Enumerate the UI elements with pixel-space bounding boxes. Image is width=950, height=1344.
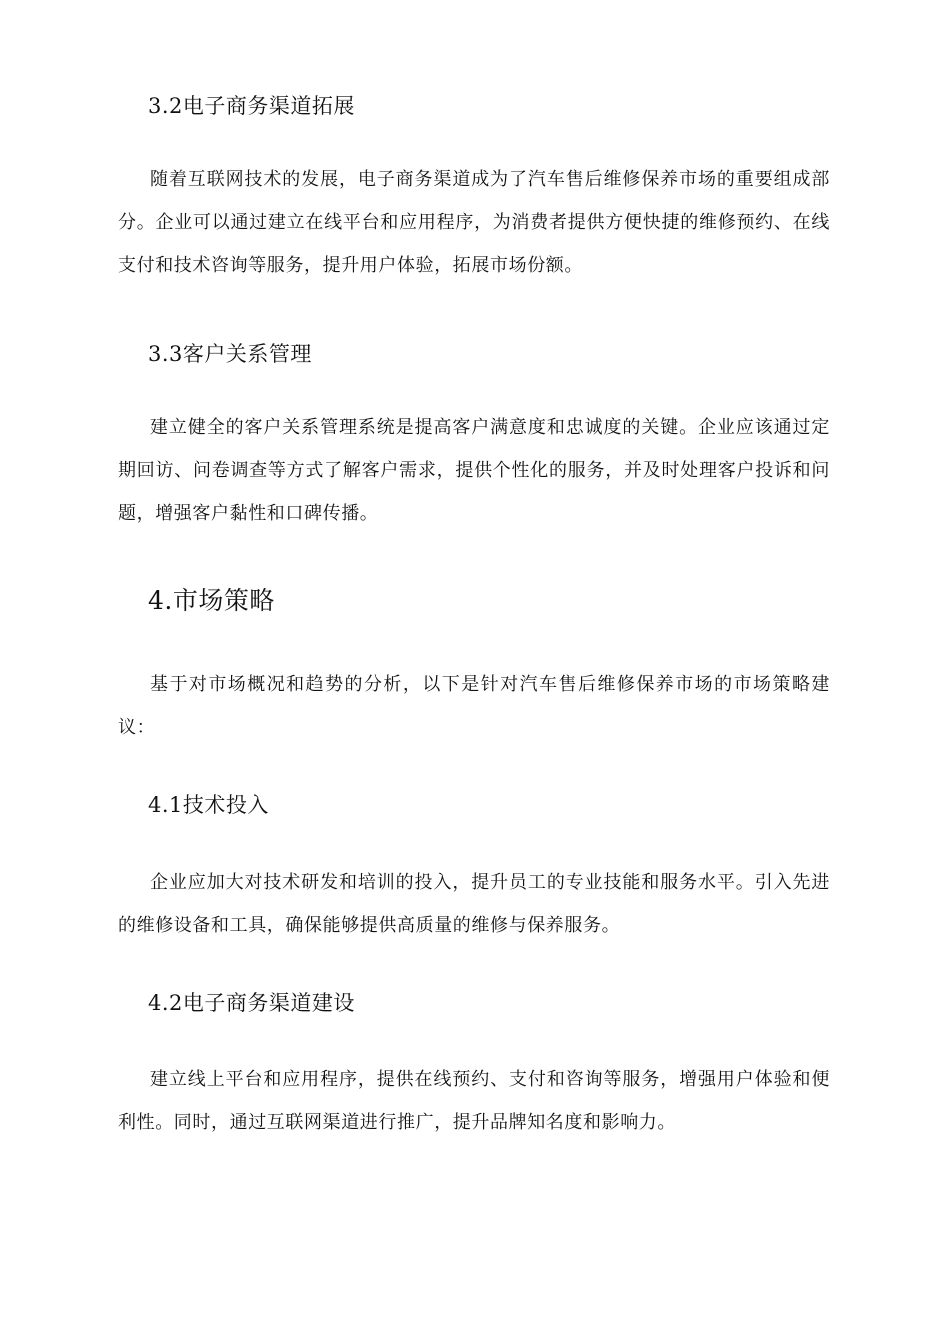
section-heading-4-1: 4.1技术投入 — [148, 793, 269, 817]
section-heading-3-2: 3.2电子商务渠道拓展 — [148, 94, 355, 118]
section-paragraph-4-1: 企业应加大对技术研发和培训的投入，提升员工的专业技能和服务水平。引入先进的维修设备和工具，确保能够提供高质量的维修与保养服务。 — [118, 872, 830, 936]
section-heading-4-2: 4.2电子商务渠道建设 — [148, 991, 355, 1015]
section-paragraph-4-2: 建立线上平台和应用程序，提供在线预约、支付和咨询等服务，增强用户体验和便利性。同时，通过互联网渠道进行推广，提升品牌知名度和影响力。 — [118, 1069, 830, 1133]
section-paragraph-3-2: 随着互联网技术的发展，电子商务渠道成为了汽车售后维修保养市场的重要组成部分。企业可以通过建立在线平台和应用程序，为消费者提供方便快捷的维修预约、在线支付和技术咨询等服务，提升用户体验，拓展市场份额。 — [118, 169, 830, 276]
section-paragraph-4: 基于对市场概况和趋势的分析，以下是针对汽车售后维修保养市场的市场策略建议： — [118, 674, 830, 738]
section-heading-4: 4.市场策略 — [148, 586, 275, 615]
section-heading-3-3: 3.3客户关系管理 — [148, 342, 312, 366]
section-paragraph-3-3: 建立健全的客户关系管理系统是提高客户满意度和忠诚度的关键。企业应该通过定期回访、问卷调查等方式了解客户需求，提供个性化的服务，并及时处理客户投诉和问题，增强客户黏性和口碑传播。 — [118, 417, 830, 524]
